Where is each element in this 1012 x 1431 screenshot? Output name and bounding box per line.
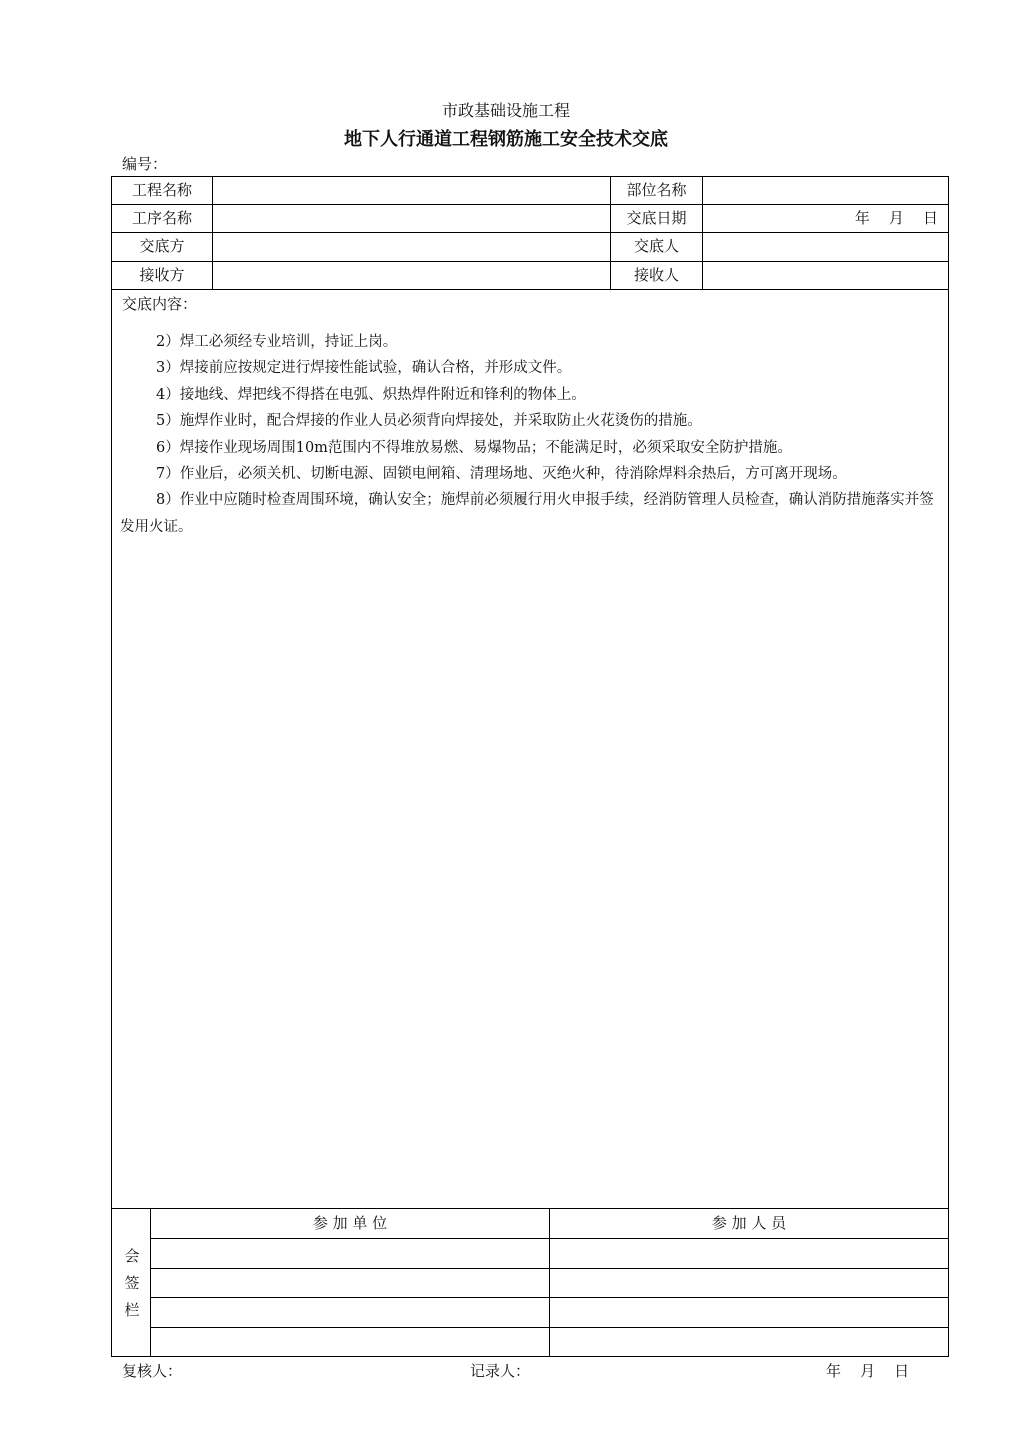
reviewer-label: 复核人： [122,1362,183,1380]
part-name-label: 部位名称 [626,181,687,199]
content-item: 7）作业后，必须关机、切断电源、固锁电闸箱、清理场地、灭绝火种，待消除焊料余热后，方可离开现场。 [156,466,847,483]
doc-number-label: 编号： [122,155,168,173]
content-item: 8）作业中应随时检查周围环境，确认安全；施焊前必须履行用火申报手续，经消防管理人员检查，确认消防措施落实并签发用火证。 [120,492,934,535]
giver-party-label: 交底方 [139,237,185,255]
content-item: 2）焊工必须经专业培训，持证上岗。 [156,334,398,350]
signoff-people-header: 参 加 人 员 [711,1214,787,1232]
receiver-person-label: 接收人 [633,266,679,284]
signoff-unit-header: 参 加 单 位 [312,1214,388,1232]
document-title: 地下人行通道工程钢筋施工安全技术交底 [344,129,668,150]
content-item: 6）焊接作业现场周围10m范围内不得堆放易燃、易爆物品；不能满足时，必须采取安全防护措施。 [156,439,792,456]
document-subtitle: 市政基础设施工程 [441,101,570,120]
date-label: 交底日期 [626,209,687,227]
receiver-party-label: 接收方 [139,266,185,284]
content-item: 5）施焊作业时，配合焊接的作业人员必须背向焊接处，并采取防止火花烫伤的措施。 [156,413,702,430]
signoff-label-char: 栏 [124,1301,140,1319]
signoff-label-char: 会 [124,1247,140,1265]
project-name-label: 工程名称 [131,181,192,199]
content-item: 3）焊接前应按规定进行焊接性能试验，确认合格，并形成文件。 [156,360,572,377]
content-item: 4）接地线、焊把线不得搭在电弧、炽热焊件附近和锋利的物体上。 [156,386,586,403]
content-label: 交底内容： [122,295,198,313]
giver-person-label: 交底人 [633,237,679,255]
date-value: 年 月 日 [854,209,938,227]
footer-date: 年 月 日 [826,1362,910,1380]
signoff-label-char: 签 [124,1274,140,1292]
recorder-label: 记录人： [470,1362,531,1380]
process-name-label: 工序名称 [131,209,192,227]
content-body [120,329,940,540]
